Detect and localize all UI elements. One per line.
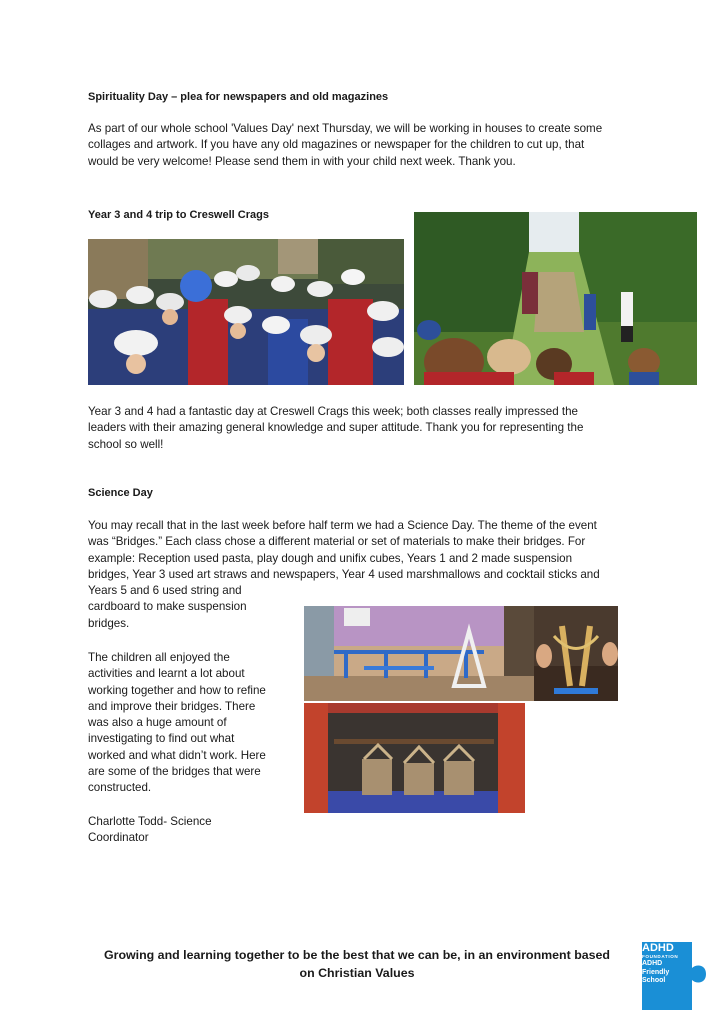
science-signature: Charlotte Todd- Science Coordinator <box>88 815 212 845</box>
trip-paragraph: Year 3 and 4 had a fantastic day at Creswell Crags this week; both classes really impressed the leaders with their amazing general knowledge and super attitude. Thank you for representing the school so well! <box>88 405 584 451</box>
bridge-photo-1 <box>304 606 534 701</box>
trip-group-photo <box>88 239 404 385</box>
science-paragraph: You may recall that in the last week before half term we had a Science Day. The theme of the event was “Bridges.” Each class chose a different material or set of materials to make their bridges. For example: Reception used pasta, play dough and unifix cubes, Years 1 and 2 made suspension bridges, Year 3 used art straws and newspapers, Year 4 used marshmallows and cocktail sticks and Years 5 and 6 used string and cardboard to make suspension bridges. <box>88 519 600 630</box>
footer-motto: Growing and learning together to be the best that we can be, in an environment based on Christian Values <box>103 948 611 980</box>
logo-line-3: School <box>642 977 666 984</box>
logo-main-text: ADHD <box>642 942 674 954</box>
bridge-photo-3 <box>304 703 525 813</box>
trip-field-photo <box>414 212 697 385</box>
logo-line-1: ADHD <box>642 960 663 967</box>
logo-line-2: Friendly <box>642 968 670 976</box>
logo-sub-text: FOUNDATION <box>642 954 679 959</box>
trip-heading: Year 3 and 4 trip to Creswell Crags <box>88 209 269 221</box>
science-paragraph-2: The children all enjoyed the activities and learnt a lot about working together and how to refine and improve their bridges. There was also a huge amount of investigating to find out what worked and what didn’t work. Here are some of the bridges that were constructed. <box>88 651 266 795</box>
spirituality-paragraph: As part of our whole school 'Values Day' next Thursday, we will be working in houses to create some collages and artwork. If you have any old magazines or newspaper for the children to cut up, that would be very welcome! Please send them in with your child next week. Thank you. <box>88 122 603 168</box>
science-heading: Science Day <box>88 487 153 499</box>
spirituality-heading: Spirituality Day – plea for newspapers and old magazines <box>88 91 389 103</box>
adhd-friendly-school-logo <box>640 940 708 1012</box>
bridge-photo-2 <box>534 606 618 701</box>
